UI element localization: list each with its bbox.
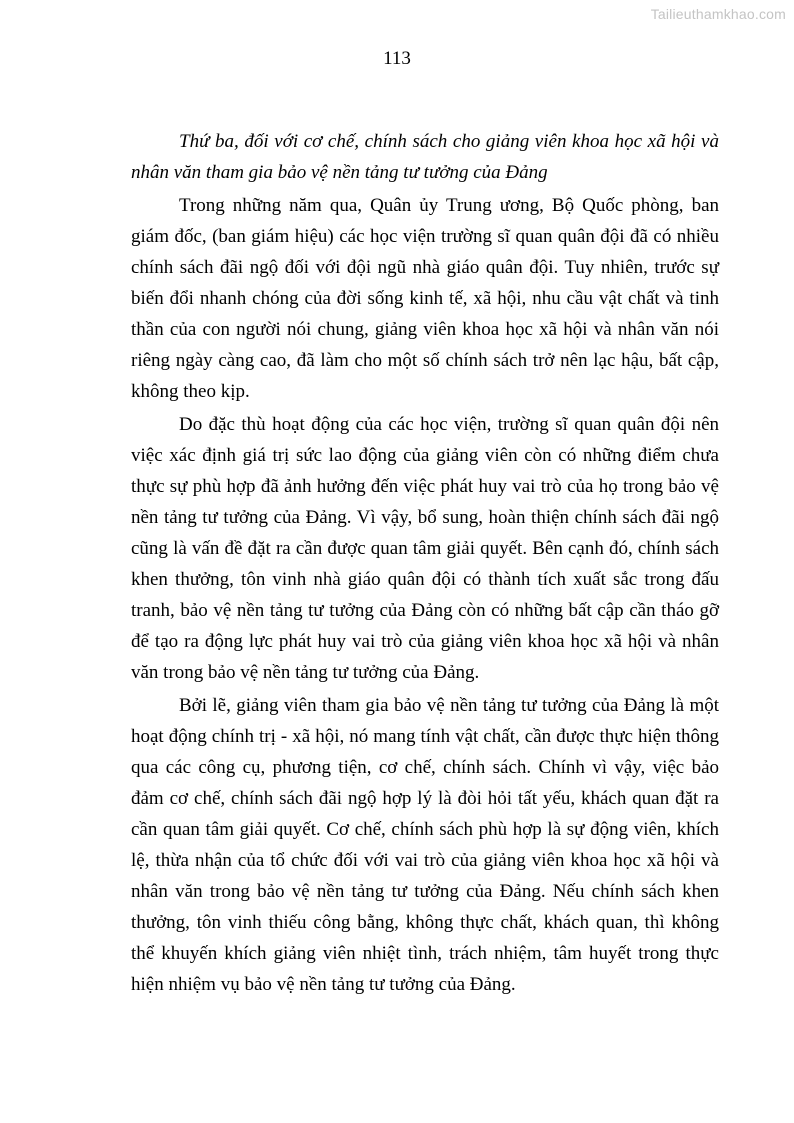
section-heading: Thứ ba, đối với cơ chế, chính sách cho giảng viên khoa học xã hội và nhân văn tham gia bảo vệ nền tảng tư tưởng của Đảng [131,131,719,183]
watermark: Tailieuthamkhao.com [650,6,786,22]
document-body [131,126,719,1000]
paragraph-2: Do đặc thù hoạt động của các học viện, trường sĩ quan quân đội nên việc xác định giá trị sức lao động của giảng viên còn có những điểm chưa thực sự phù hợp đã ảnh hưởng đến việc phát huy vai trò của họ trong bảo vệ nền tảng tư tưởng của Đảng. Vì vậy, bổ sung, hoàn thiện chính sách đãi ngộ cũng là vấn đề đặt ra cần được quan tâm giải quyết. Bên cạnh đó, chính sách khen thưởng, tôn vinh nhà giáo quân đội có thành tích xuất sắc trong đấu tranh, bảo vệ nền tảng tư tưởng của Đảng còn có những bất cập cần tháo gỡ để tạo ra động lực phát huy vai trò của giảng viên khoa học xã hội và nhân văn trong bảo vệ nền tảng tư tưởng của Đảng. [131,414,719,683]
page-number: 113 [383,48,411,69]
paragraph-3: Bởi lẽ, giảng viên tham gia bảo vệ nền tảng tư tưởng của Đảng là một hoạt động chính trị - xã hội, nó mang tính vật chất, cần được thực hiện thông qua các công cụ, phương tiện, cơ chế, chính sách. Chính vì vậy, việc bảo đảm cơ chế, chính sách đãi ngộ hợp lý là đòi hỏi tất yếu, khách quan đặt ra cần quan tâm giải quyết. Cơ chế, chính sách phù hợp là sự động viên, khích lệ, thừa nhận của tổ chức đối với vai trò của giảng viên khoa học xã hội và nhân văn trong bảo vệ nền tảng tư tưởng của Đảng. Nếu chính sách khen thưởng, tôn vinh thiếu công bằng, không thực chất, khách quan, thì không thể khuyến khích giảng viên nhiệt tình, trách nhiệm, tâm huyết trong thực hiện nhiệm vụ bảo vệ nền tảng tư tưởng của Đảng. [131,695,719,995]
paragraph-1: Trong những năm qua, Quân ủy Trung ương, Bộ Quốc phòng, ban giám đốc, (ban giám hiệu) các học viện trường sĩ quan quân đội đã có nhiều chính sách đãi ngộ đối với đội ngũ nhà giáo quân đội. Tuy nhiên, trước sự biến đổi nhanh chóng của đời sống kinh tế, xã hội, nhu cầu vật chất và tinh thần của con người nói chung, giảng viên khoa học xã hội và nhân văn nói riêng ngày càng cao, đã làm cho một số chính sách trở nên lạc hậu, bất cập, không theo kịp. [131,195,719,402]
